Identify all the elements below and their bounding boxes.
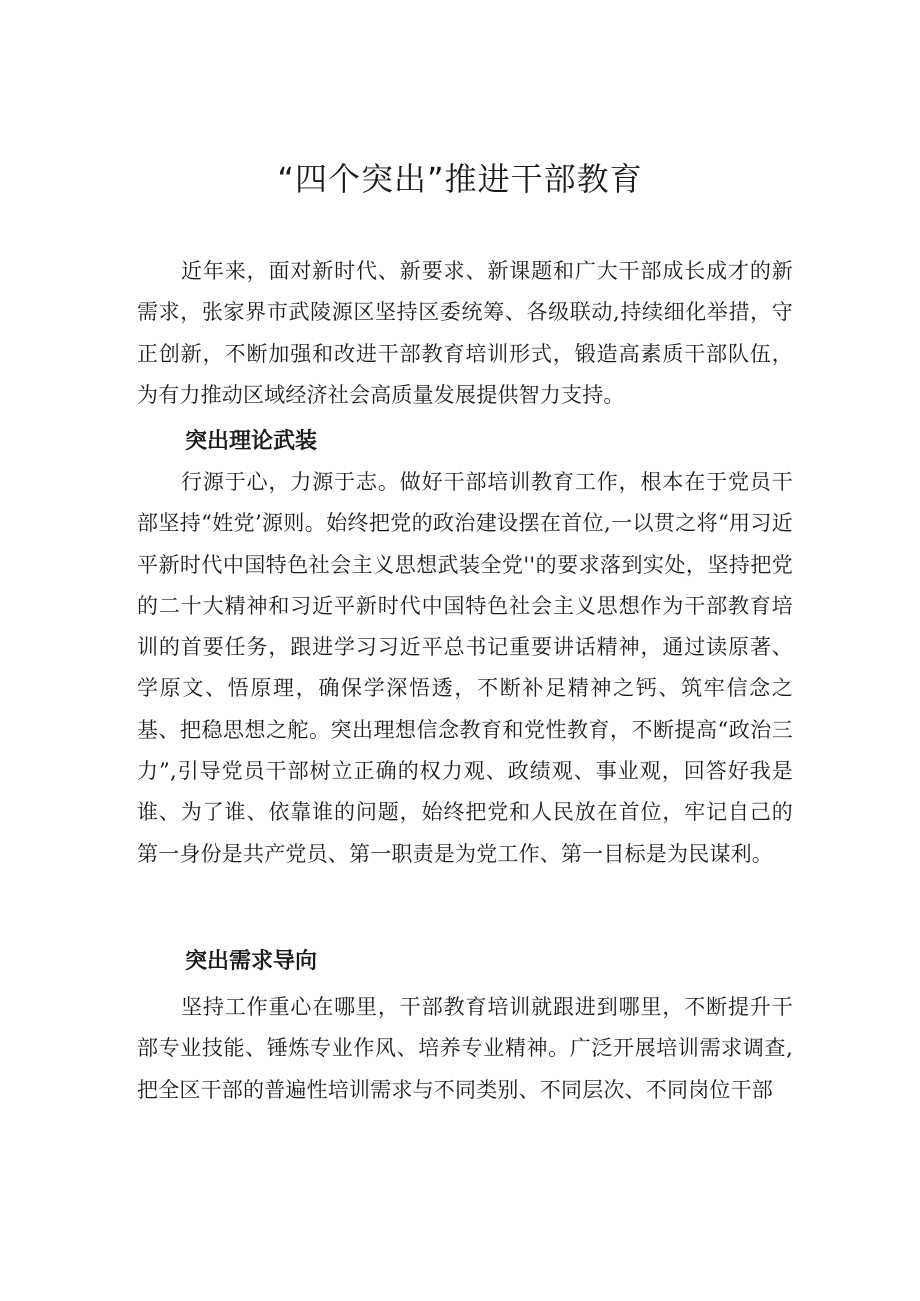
section-paragraph-demand: 坚持工作重心在哪里，干部教育培训就跟进到哪里，不断提升干部专业技能、锤炼专业作风、培养专业精神。广泛开展培训需求调查,把全区干部的普遍性培训需求与不同类别、不同层次、不同岗位干部 <box>137 995 793 1102</box>
intro-paragraph: 近年来，面对新时代、新要求、新课题和广大干部成长成才的新需求，张家界市武陵源区坚持区委统筹、各级联动,持续细化举措，守正创新，不断加强和改进干部教育培训形式，锻造高素质干部队伍，为有力推动区域经济社会高质量发展提供智力支持。 <box>137 259 793 407</box>
document-title: “四个突出”推进干部教育 <box>277 160 643 198</box>
section-heading-theory: 突出理论武装 <box>185 429 318 454</box>
section-heading-demand: 突出需求导向 <box>185 949 318 974</box>
section-paragraph-theory: 行源于心，力源于志。做好干部培训教育工作，根本在于党员干部坚持“姓党’源则。始终把党的政治建设摆在首位,一以贯之将“用习近平新时代中国特色社会主义思想武装全党''的要求落到实处，坚持把党的二十大精神和习近平新时代中国特色社会主义思想作为干部教育培训的首要任务，跟进学习习近平总书记重要讲话精神，通过读原著、学原文、悟原理，确保学深悟透，不断补足精神之钙、筑牢信念之基、把稳思想之舵。突出理想信念教育和党性教育，不断提高“政治三力”,引导党员干部树立正确的权力观、政绩观、事业观，回答好我是谁、为了谁、依靠谁的问题，始终把党和人民放在首位，牢记自己的第一身份是共产党员、第一职责是为党工作、第一目标是为民谋利。 <box>137 470 793 866</box>
